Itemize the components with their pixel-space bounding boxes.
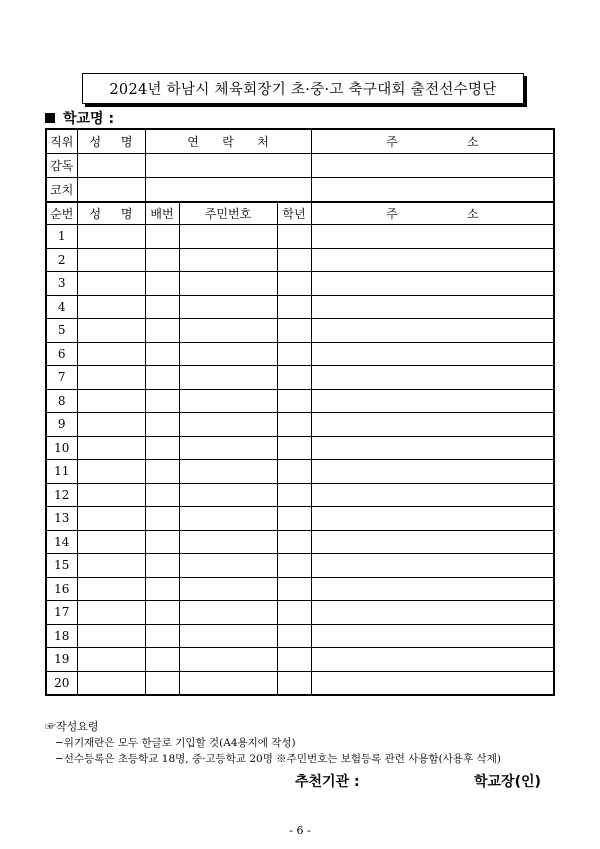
player-row bbox=[46, 601, 554, 625]
back-number-cell[interactable] bbox=[145, 648, 179, 672]
player-name-header: 성 명 bbox=[77, 202, 145, 225]
player-row bbox=[46, 319, 554, 343]
player-address-cell[interactable] bbox=[311, 248, 554, 272]
player-name-cell[interactable] bbox=[77, 413, 145, 437]
principal-seal-label: 학교장(인) bbox=[474, 774, 541, 790]
grade-cell[interactable] bbox=[277, 342, 311, 366]
player-name-cell[interactable] bbox=[77, 366, 145, 390]
staff-row-coach-assistant bbox=[46, 178, 554, 203]
writing-instructions bbox=[45, 719, 501, 767]
player-no-cell: 20 bbox=[46, 671, 77, 695]
school-label-text: 학교명 : bbox=[63, 111, 115, 127]
player-name-cell[interactable] bbox=[77, 342, 145, 366]
grade-cell[interactable] bbox=[277, 671, 311, 695]
form-title: 2024년 하남시 체육회장기 초·중·고 축구대회 출전선수명단 bbox=[82, 73, 524, 104]
id-number-cell[interactable] bbox=[179, 225, 277, 249]
id-number-cell[interactable] bbox=[179, 389, 277, 413]
player-no-cell: 17 bbox=[46, 601, 77, 625]
grade-cell[interactable] bbox=[277, 413, 311, 437]
player-name-cell[interactable] bbox=[77, 671, 145, 695]
back-number-cell[interactable] bbox=[145, 389, 179, 413]
player-no-cell: 4 bbox=[46, 295, 77, 319]
player-no-cell: 18 bbox=[46, 624, 77, 648]
grade-cell[interactable] bbox=[277, 530, 311, 554]
grade-cell[interactable] bbox=[277, 436, 311, 460]
id-number-cell[interactable] bbox=[179, 460, 277, 484]
id-number-cell[interactable] bbox=[179, 554, 277, 578]
back-number-cell[interactable] bbox=[145, 342, 179, 366]
player-address-cell[interactable] bbox=[311, 507, 554, 531]
grade-cell[interactable] bbox=[277, 460, 311, 484]
staff-contact-cell[interactable] bbox=[145, 178, 311, 203]
player-no-cell: 6 bbox=[46, 342, 77, 366]
grade-cell[interactable] bbox=[277, 319, 311, 343]
back-number-cell[interactable] bbox=[145, 319, 179, 343]
player-row bbox=[46, 460, 554, 484]
player-address-cell[interactable] bbox=[311, 272, 554, 296]
player-row bbox=[46, 530, 554, 554]
contact-header: 연 락 처 bbox=[145, 129, 311, 154]
player-row bbox=[46, 507, 554, 531]
back-number-cell[interactable] bbox=[145, 366, 179, 390]
player-address-cell[interactable] bbox=[311, 483, 554, 507]
staff-row-coach-main bbox=[46, 154, 554, 178]
player-no-cell: 3 bbox=[46, 272, 77, 296]
id-number-cell[interactable] bbox=[179, 648, 277, 672]
staff-header-row bbox=[46, 129, 554, 154]
player-row bbox=[46, 671, 554, 695]
position-header: 직위 bbox=[46, 129, 77, 154]
staff-address-cell[interactable] bbox=[311, 178, 554, 203]
id-number-cell[interactable] bbox=[179, 366, 277, 390]
player-name-cell[interactable] bbox=[77, 530, 145, 554]
back-number-cell[interactable] bbox=[145, 272, 179, 296]
back-number-cell[interactable] bbox=[145, 413, 179, 437]
player-row bbox=[46, 413, 554, 437]
id-number-cell[interactable] bbox=[179, 530, 277, 554]
grade-cell[interactable] bbox=[277, 554, 311, 578]
staff-name-cell[interactable] bbox=[77, 154, 145, 178]
grade-cell[interactable] bbox=[277, 507, 311, 531]
player-address-cell[interactable] bbox=[311, 671, 554, 695]
player-row bbox=[46, 342, 554, 366]
player-no-cell: 19 bbox=[46, 648, 77, 672]
player-no-cell: 2 bbox=[46, 248, 77, 272]
player-name-cell[interactable] bbox=[77, 272, 145, 296]
grade-cell[interactable] bbox=[277, 295, 311, 319]
instruction-line: −선수등록은 초등학교 18명, 중·고등학교 20명 ※주민번호는 보험등록 관련 사용함(사용후 삭제) bbox=[55, 753, 501, 765]
player-address-cell[interactable] bbox=[311, 319, 554, 343]
player-name-cell[interactable] bbox=[77, 624, 145, 648]
id-number-cell[interactable] bbox=[179, 624, 277, 648]
id-number-cell[interactable] bbox=[179, 436, 277, 460]
player-header-row bbox=[46, 202, 554, 225]
grade-cell[interactable] bbox=[277, 577, 311, 601]
player-name-cell[interactable] bbox=[77, 319, 145, 343]
roster-table bbox=[45, 128, 555, 696]
player-address-cell[interactable] bbox=[311, 530, 554, 554]
player-no-cell: 11 bbox=[46, 460, 77, 484]
back-number-cell[interactable] bbox=[145, 577, 179, 601]
grade-cell[interactable] bbox=[277, 248, 311, 272]
id-number-cell[interactable] bbox=[179, 319, 277, 343]
player-name-cell[interactable] bbox=[77, 601, 145, 625]
staff-address-cell[interactable] bbox=[311, 154, 554, 178]
player-row bbox=[46, 577, 554, 601]
grade-cell[interactable] bbox=[277, 601, 311, 625]
back-number-cell[interactable] bbox=[145, 554, 179, 578]
grade-cell[interactable] bbox=[277, 648, 311, 672]
school-name-label bbox=[45, 108, 114, 128]
player-name-cell[interactable] bbox=[77, 248, 145, 272]
page-number: - 6 - bbox=[289, 824, 311, 837]
player-address-cell[interactable] bbox=[311, 389, 554, 413]
back-number-cell[interactable] bbox=[145, 436, 179, 460]
id-number-cell[interactable] bbox=[179, 577, 277, 601]
player-row bbox=[46, 483, 554, 507]
id-number-cell[interactable] bbox=[179, 507, 277, 531]
player-address-cell[interactable] bbox=[311, 577, 554, 601]
player-no-cell: 13 bbox=[46, 507, 77, 531]
player-no-cell: 15 bbox=[46, 554, 77, 578]
player-address-cell[interactable] bbox=[311, 460, 554, 484]
player-no-cell: 1 bbox=[46, 225, 77, 249]
id-number-cell[interactable] bbox=[179, 248, 277, 272]
square-bullet-icon bbox=[45, 113, 55, 123]
player-name-cell[interactable] bbox=[77, 225, 145, 249]
back-number-cell[interactable] bbox=[145, 601, 179, 625]
player-row bbox=[46, 554, 554, 578]
recommending-org-label: 추천기관 : bbox=[295, 774, 360, 790]
player-row bbox=[46, 272, 554, 296]
player-row bbox=[46, 436, 554, 460]
grade-header: 학년 bbox=[277, 202, 311, 225]
player-no-cell: 16 bbox=[46, 577, 77, 601]
player-address-cell[interactable] bbox=[311, 295, 554, 319]
player-no-cell: 8 bbox=[46, 389, 77, 413]
back-number-cell[interactable] bbox=[145, 460, 179, 484]
back-number-cell[interactable] bbox=[145, 483, 179, 507]
staff-name-cell[interactable] bbox=[77, 178, 145, 203]
back-number-cell[interactable] bbox=[145, 671, 179, 695]
player-row bbox=[46, 648, 554, 672]
player-address-cell[interactable] bbox=[311, 648, 554, 672]
back-number-cell[interactable] bbox=[145, 225, 179, 249]
player-name-cell[interactable] bbox=[77, 554, 145, 578]
back-number-header: 배번 bbox=[145, 202, 179, 225]
player-row bbox=[46, 295, 554, 319]
back-number-cell[interactable] bbox=[145, 507, 179, 531]
id-number-cell[interactable] bbox=[179, 671, 277, 695]
player-name-cell[interactable] bbox=[77, 507, 145, 531]
player-address-cell[interactable] bbox=[311, 624, 554, 648]
player-row bbox=[46, 225, 554, 249]
back-number-cell[interactable] bbox=[145, 248, 179, 272]
grade-cell[interactable] bbox=[277, 225, 311, 249]
id-number-cell[interactable] bbox=[179, 342, 277, 366]
player-row bbox=[46, 366, 554, 390]
player-row bbox=[46, 248, 554, 272]
grade-cell[interactable] bbox=[277, 389, 311, 413]
player-name-cell[interactable] bbox=[77, 577, 145, 601]
instruction-line: −위기재란은 모두 한글로 기입할 것(A4용지에 작성) bbox=[55, 737, 296, 749]
staff-name-header: 성 명 bbox=[77, 129, 145, 154]
id-number-cell[interactable] bbox=[179, 601, 277, 625]
player-no-cell: 5 bbox=[46, 319, 77, 343]
back-number-cell[interactable] bbox=[145, 624, 179, 648]
player-address-cell[interactable] bbox=[311, 436, 554, 460]
grade-cell[interactable] bbox=[277, 366, 311, 390]
staff-contact-cell[interactable] bbox=[145, 154, 311, 178]
player-address-cell[interactable] bbox=[311, 413, 554, 437]
id-number-header: 주민번호 bbox=[179, 202, 277, 225]
id-number-cell[interactable] bbox=[179, 413, 277, 437]
id-number-cell[interactable] bbox=[179, 272, 277, 296]
player-name-cell[interactable] bbox=[77, 295, 145, 319]
staff-address-header: 주 소 bbox=[311, 129, 554, 154]
player-address-cell[interactable] bbox=[311, 366, 554, 390]
player-address-cell[interactable] bbox=[311, 225, 554, 249]
back-number-cell[interactable] bbox=[145, 295, 179, 319]
player-name-cell[interactable] bbox=[77, 436, 145, 460]
player-address-cell[interactable] bbox=[311, 554, 554, 578]
player-name-cell[interactable] bbox=[77, 460, 145, 484]
player-name-cell[interactable] bbox=[77, 389, 145, 413]
player-row bbox=[46, 389, 554, 413]
player-no-header: 순번 bbox=[46, 202, 77, 225]
staff-position-cell: 감독 bbox=[46, 154, 77, 178]
grade-cell[interactable] bbox=[277, 272, 311, 296]
player-no-cell: 14 bbox=[46, 530, 77, 554]
player-no-cell: 9 bbox=[46, 413, 77, 437]
player-no-cell: 12 bbox=[46, 483, 77, 507]
id-number-cell[interactable] bbox=[179, 483, 277, 507]
player-row bbox=[46, 624, 554, 648]
back-number-cell[interactable] bbox=[145, 530, 179, 554]
player-no-cell: 7 bbox=[46, 366, 77, 390]
staff-position-cell: 코치 bbox=[46, 178, 77, 203]
id-number-cell[interactable] bbox=[179, 295, 277, 319]
player-name-cell[interactable] bbox=[77, 648, 145, 672]
player-address-cell[interactable] bbox=[311, 601, 554, 625]
instructions-heading: ☞작성요령 bbox=[45, 720, 99, 733]
player-no-cell: 10 bbox=[46, 436, 77, 460]
grade-cell[interactable] bbox=[277, 624, 311, 648]
grade-cell[interactable] bbox=[277, 483, 311, 507]
player-address-cell[interactable] bbox=[311, 342, 554, 366]
player-name-cell[interactable] bbox=[77, 483, 145, 507]
player-address-header: 주 소 bbox=[311, 202, 554, 225]
